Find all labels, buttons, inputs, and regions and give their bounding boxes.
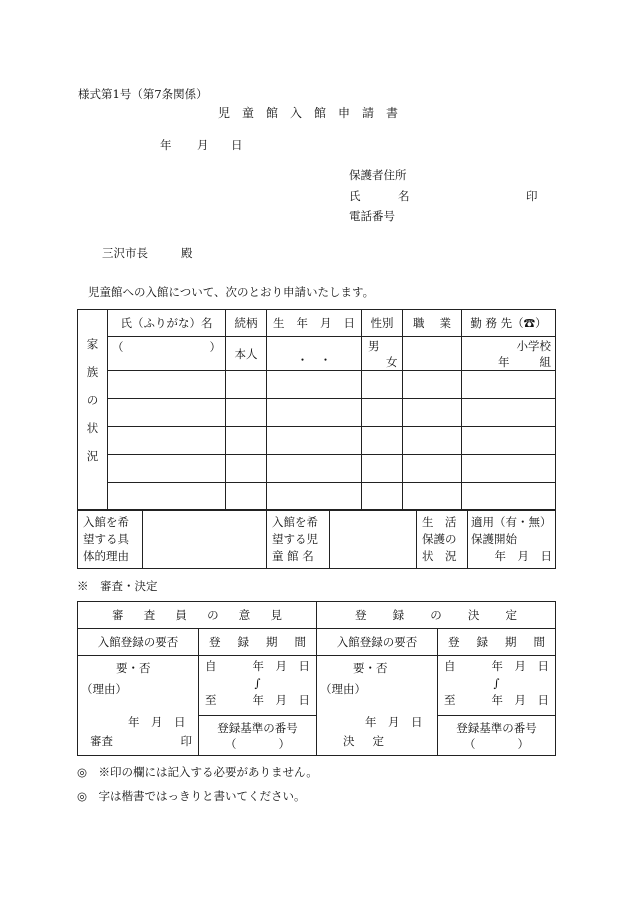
guardian-seal: 印 xyxy=(526,189,538,203)
right-decision-cell[interactable]: 要・否 （理由） 年 月 日 決 定 xyxy=(317,656,438,756)
self-birth-cell[interactable]: ・ ・ xyxy=(267,337,362,371)
family-row xyxy=(78,455,556,483)
header-sex: 性別 xyxy=(362,310,403,337)
review-heading: ※ 審査・決定 xyxy=(77,579,158,593)
guardian-name-label-1: 氏 xyxy=(349,189,361,203)
header-workplace: 勤 務 先（☎） xyxy=(462,310,556,337)
welfare-label: 生 活 保護の 状 況 xyxy=(417,511,468,569)
addressee-mayor: 三沢市長 xyxy=(102,246,148,260)
left-required-header: 入館登録の要否 xyxy=(78,629,199,656)
addressee-honorific: 殿 xyxy=(181,246,193,260)
self-school-cell[interactable]: 小学校 年 組 xyxy=(462,337,556,371)
left-period-header: 登 録 期 間 xyxy=(199,629,317,656)
reviewer-opinion-header: 審 査 員 の 意 見 xyxy=(78,602,317,629)
right-period-cell[interactable]: 自 年 月 日 ∫ 至 年 月 日 xyxy=(438,656,556,716)
header-job: 職 業 xyxy=(403,310,462,337)
hall-input[interactable] xyxy=(330,511,417,569)
welfare-value[interactable]: 適用（有・無） 保護開始 年 月 日 xyxy=(468,511,556,569)
page-title: 児 童 館 入 館 申 請 書 xyxy=(218,106,399,120)
guardian-phone-label: 電話番号 xyxy=(349,209,395,223)
header-birth: 生 年 月 日 xyxy=(267,310,362,337)
family-row xyxy=(78,399,556,427)
right-period-header: 登 録 期 間 xyxy=(438,629,556,656)
review-table xyxy=(77,601,556,756)
reason-label: 入館を希 望する具 体的理由 xyxy=(78,511,143,569)
family-table xyxy=(77,309,556,510)
registration-decision-header: 登 録 の 決 定 xyxy=(317,602,556,629)
reason-table xyxy=(77,510,556,569)
intro-text: 児童館への入館について、次のとおり申請いたします。 xyxy=(88,285,375,299)
header-name: 氏（ふりがな）名 xyxy=(108,310,226,337)
right-required-header: 入館登録の要否 xyxy=(317,629,438,656)
left-opinion-cell[interactable]: 要・否 （理由） 年 月 日 審査 印 xyxy=(78,656,199,756)
self-sex-cell[interactable]: 男 女 xyxy=(362,337,403,371)
guardian-address-label: 保護者住所 xyxy=(349,168,407,182)
self-name-cell[interactable]: （ ） xyxy=(108,337,226,371)
note-2: ◎ 字は楷書ではっきりと書いてください。 xyxy=(77,789,306,803)
family-row xyxy=(78,427,556,455)
family-row xyxy=(78,483,556,510)
self-job-cell[interactable] xyxy=(403,337,462,371)
right-reg-number-cell[interactable]: 登録基準の番号 （ ） xyxy=(438,716,556,756)
left-period-cell[interactable]: 自 年 月 日 ∫ 至 年 月 日 xyxy=(199,656,317,716)
reason-input[interactable] xyxy=(143,511,267,569)
left-reg-number-cell[interactable]: 登録基準の番号 （ ） xyxy=(199,716,317,756)
form-id: 様式第1号（第7条関係） xyxy=(78,87,208,101)
guardian-name-label-2: 名 xyxy=(398,189,410,203)
family-row xyxy=(78,371,556,399)
header-relation: 続柄 xyxy=(226,310,267,337)
hall-label: 入館を希 望する児 童 館 名 xyxy=(267,511,330,569)
family-row-header: 家 族 の 状 況 xyxy=(78,310,108,510)
note-1: ◎ ※印の欄には記入する必要がありません。 xyxy=(77,765,318,779)
self-relation: 本人 xyxy=(226,337,267,371)
